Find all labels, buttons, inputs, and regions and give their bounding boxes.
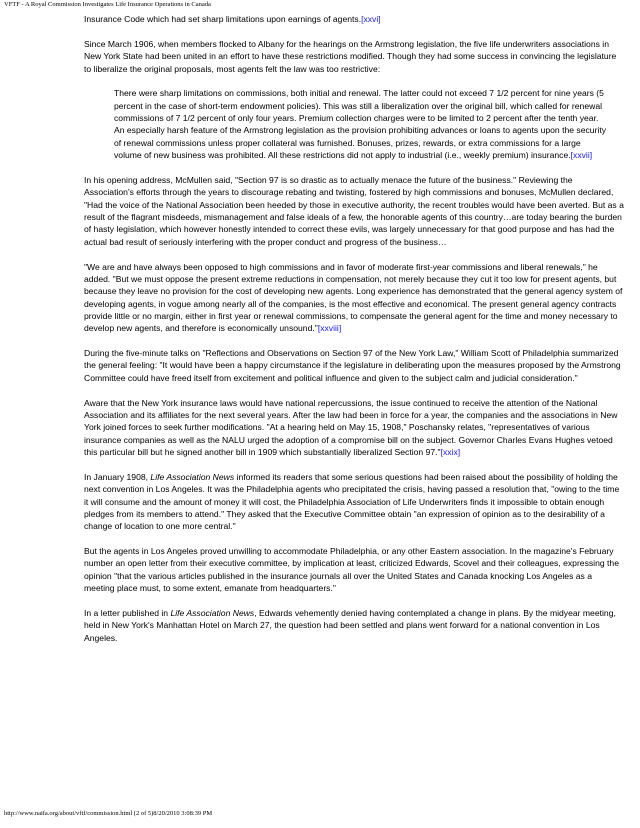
paragraph-text: In January 1908, bbox=[84, 471, 151, 482]
paragraph-text: "We are and have always been opposed to high commissions and in favor of moderate first-year commissions and liberal renewals," he added. "But we must oppose the present extreme reductions in compensation, not merely because they cut it too low for present agents, but because they leave no provision for the cost of developing new agents. Long experience has demonstrated that the general agency system of developing agents, in vogue among nearly all of the companies, is the most effective and economical. The present general agency contracts provide little or no margin, either in first year or renewal commissions, to compensate the general agent for the time and money necessary to develop new agents, and therefore is economically unsound." bbox=[84, 261, 623, 334]
paragraph-text: In a letter published in bbox=[84, 607, 171, 618]
footnote-link[interactable]: [xxvi] bbox=[361, 14, 381, 24]
paragraph: In his opening address, McMullen said, "Section 97 is so drastic as to actually menace the future of the business." Reviewing the Association's efforts through the years to discourage rebating and twisting, fostered by high commissions and bonuses, McMullen declared, "Had the voice of the National Association been heeded by those in executive authority, the recent troubles would have been averted. But as a result of the flagrant misdeeds, mismanagement and false ideals of a few, the honorable agents of this country…are today bearing the burden of hasty legislation, which however honestly intended to correct these evils, was largely unnecessary for that good purpose and has had the actual bad result of seriously interfering with the proper conduct and progress of the business… bbox=[84, 174, 624, 247]
page-footer: http://www.naifa.org/about/vftf/commission.html (2 of 5)8/20/2010 3:08:39 PM bbox=[4, 810, 213, 817]
publication-title: Life Association News bbox=[170, 607, 255, 618]
paragraph bbox=[84, 261, 624, 335]
paragraph: But the agents in Los Angeles proved unwilling to accommodate Philadelphia, or any other Eastern association. In the magazine's February number an open letter from their executive committee, by implication at least, criticized Edwards, Scovel and their colleagues, expressing the opinion "that the various articles published in the insurance journals all over the United States and Canada knocking Los Angeles as a meeting place must, to some extent, emanate from headquarters." bbox=[84, 546, 619, 594]
paragraph: Since March 1906, when members flocked to Albany for the hearings on the Armstrong legislation, the five life underwriters associations in New York State had been united in an effort to have these restrictions modified. Though they had some success in convincing the legislature to liberalize the original proposals, most agents felt the law was too restrictive: bbox=[84, 38, 617, 74]
footnote-link[interactable]: [xxix] bbox=[440, 446, 461, 457]
paragraph-text: Insurance Code which had set sharp limitations upon earnings of agents. bbox=[84, 14, 362, 24]
block-quote bbox=[84, 87, 624, 161]
publication-title: Life Association News bbox=[150, 471, 235, 482]
footnote-link[interactable]: [xxviii] bbox=[317, 323, 342, 334]
paragraph bbox=[84, 13, 624, 25]
article-body bbox=[84, 13, 624, 644]
paragraph bbox=[84, 397, 624, 459]
quote-text: There were sharp limitations on commissions, both initial and renewal. The latter could not exceed 7 1/2 percent for nine years (5 percent in the case of short-term endowment policies). This was still a liberalization over the original bill, which called for renewal commissions of 7 1/2 percent of only four years. Premium collection charges were to be limited to 2 percent after the tenth year. An especially harsh feature of the Armstrong legislation as the provision prohibiting advances or loans to agents upon the security of renewal commissions unless proper collateral was furnished. Bonuses, prizes, rewards, or extra commissions for a large volume of new business was prohibited. All these restrictions did not apply to industrial (i.e., weekly premium) insurance. bbox=[114, 88, 607, 161]
footnote-link[interactable]: [xxvii] bbox=[570, 150, 593, 161]
page-header: VFTF - A Royal Commission Investigates Life Insurance Operations in Canada bbox=[4, 1, 211, 8]
paragraph bbox=[84, 607, 624, 644]
paragraph bbox=[84, 471, 624, 533]
paragraph-text: informed its readers that some serious questions had been raised about the possibility of holding the next convention in Los Angeles. It was the Philadelphia agents who precipitated the crisis, having passed a resolution that, "owing to the time it will consume and the amount of money it will cost, the Philadelphia Association of Life Underwriters finds it impossible to obtain enough pledges from its members to attend." They asked that the Executive Committee obtain "an expression of opinion as to the desirability of a change of location to one more central." bbox=[84, 471, 620, 532]
paragraph-text: Aware that the New York insurance laws would have national repercussions, the issue continued to receive the attention of the National Association and its affiliates for the next several years. After the law had been in force for a year, the companies and the associations in New York joined forces to seek further modifications. "At a hearing held on May 15, 1908," Poschansky relates, "representatives of various insurance companies as well as the NALU urged the adoption of a compromise bill on the subject. Governor Charles Evans Hughes vetoed this particular bill but he signed another bill in 1909 which substantially liberalized Section 97." bbox=[84, 397, 618, 457]
paragraph-text: , Edwards vehemently denied having contemplated a change in plans. By the midyear meeting, held in New York's Manhattan Hotel on March 27, the question had been settled and plans went forward for a national convention in Los Angeles. bbox=[84, 607, 616, 643]
paragraph: During the five-minute talks on "Reflections and Observations on Section 97 of the New York Law," William Scott of Philadelphia summarized the general feeling: "It would have been a happy circumstance if the legislature in deliberating upon the measures proposed by the Armstrong Committee could have freed itself from excitement and political influence and given to the subject calm and judicial consideration." bbox=[84, 348, 621, 383]
